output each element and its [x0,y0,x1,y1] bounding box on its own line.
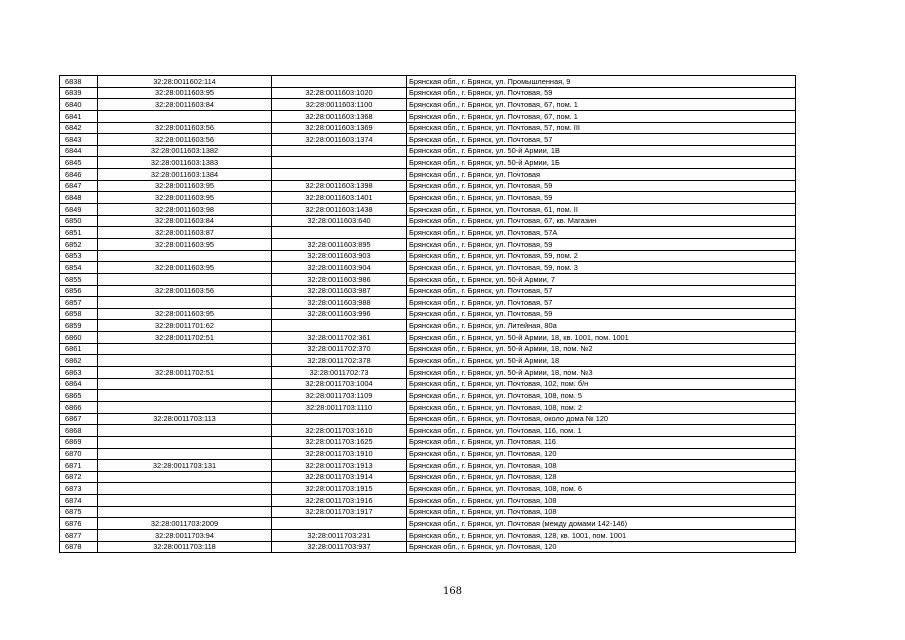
object-cadastral-number-cell: 32:28:0011703:1610 [272,425,407,437]
row-number-cell: 6839 [60,87,98,99]
cadastral-number-cell: 32:28:0011703:118 [98,541,272,553]
object-cadastral-number-cell: 32:28:0011603:987 [272,285,407,297]
cadastral-number-cell [98,297,272,309]
table-row [60,460,796,472]
cadastral-number-cell [98,495,272,507]
address-cell: Брянская обл., г. Брянск, ул. Промышленная, 9 [407,76,796,88]
cadastral-number-cell [98,355,272,367]
cadastral-number-cell: 32:28:0011603:1384 [98,169,272,181]
row-number-cell: 6850 [60,215,98,227]
table-row [60,401,796,413]
object-cadastral-number-cell: 32:28:0011702:370 [272,343,407,355]
address-cell: Брянская обл., г. Брянск, ул. Почтовая, около дома № 120 [407,413,796,425]
cadastral-number-cell: 32:28:0011703:94 [98,529,272,541]
object-cadastral-number-cell: 32:28:0011702:73 [272,367,407,379]
cadastral-number-cell: 32:28:0011703:2009 [98,518,272,530]
table-row [60,285,796,297]
cadastral-number-cell: 32:28:0011603:95 [98,262,272,274]
address-cell: Брянская обл., г. Брянск, ул. Почтовая, 59 [407,238,796,250]
object-cadastral-number-cell: 32:28:0011603:1374 [272,134,407,146]
row-number-cell: 6853 [60,250,98,262]
object-cadastral-number-cell: 32:28:0011703:1110 [272,401,407,413]
row-number-cell: 6859 [60,320,98,332]
row-number-cell: 6867 [60,413,98,425]
object-cadastral-number-cell: 32:28:0011703:1916 [272,495,407,507]
cadastral-number-cell: 32:28:0011703:113 [98,413,272,425]
table-row [60,541,796,553]
table-row [60,343,796,355]
object-cadastral-number-cell [272,320,407,332]
object-cadastral-number-cell [272,413,407,425]
table-row [60,378,796,390]
table-row [60,110,796,122]
table-row [60,355,796,367]
table-row [60,297,796,309]
cadastral-number-cell: 32:28:0011603:87 [98,227,272,239]
row-number-cell: 6872 [60,471,98,483]
row-number-cell: 6851 [60,227,98,239]
table-row [60,227,796,239]
cadastral-number-cell: 32:28:0011602:114 [98,76,272,88]
cadastral-number-cell: 32:28:0011603:95 [98,192,272,204]
row-number-cell: 6846 [60,169,98,181]
table-row [60,320,796,332]
row-number-cell: 6858 [60,308,98,320]
cadastral-number-cell [98,110,272,122]
address-cell: Брянская обл., г. Брянск, ул. Почтовая, 59 [407,192,796,204]
row-number-cell: 6877 [60,529,98,541]
object-cadastral-number-cell [272,227,407,239]
object-cadastral-number-cell: 32:28:0011603:1020 [272,87,407,99]
address-cell: Брянская обл., г. Брянск, ул. Почтовая, 128 [407,471,796,483]
cadastral-number-cell: 32:28:0011603:98 [98,204,272,216]
row-number-cell: 6854 [60,262,98,274]
row-number-cell: 6843 [60,134,98,146]
table-row [60,518,796,530]
address-cell: Брянская обл., г. Брянск, ул. Почтовая, 108, пом. 6 [407,483,796,495]
table-row [60,471,796,483]
row-number-cell: 6849 [60,204,98,216]
cadastral-number-cell [98,273,272,285]
cadastral-number-cell: 32:28:0011603:95 [98,238,272,250]
table-row [60,250,796,262]
address-cell: Брянская обл., г. Брянск, ул. Почтовая, 57 [407,297,796,309]
cadastral-number-cell [98,448,272,460]
table-row [60,145,796,157]
row-number-cell: 6870 [60,448,98,460]
row-number-cell: 6875 [60,506,98,518]
cadastral-number-cell [98,401,272,413]
cadastral-number-cell: 32:28:0011603:95 [98,308,272,320]
row-number-cell: 6856 [60,285,98,297]
table-row [60,273,796,285]
row-number-cell: 6855 [60,273,98,285]
address-cell: Брянская обл., г. Брянск, ул. Почтовая, 59, пом. 2 [407,250,796,262]
address-cell: Брянская обл., г. Брянск, ул. Почтовая, 108 [407,460,796,472]
table-row [60,192,796,204]
object-cadastral-number-cell: 32:28:0011603:903 [272,250,407,262]
table-row [60,390,796,402]
row-number-cell: 6848 [60,192,98,204]
address-cell: Брянская обл., г. Брянск, ул. Почтовая, 108 [407,495,796,507]
row-number-cell: 6864 [60,378,98,390]
address-cell: Брянская обл., г. Брянск, ул. Почтовая, 67, пом. 1 [407,110,796,122]
address-cell: Брянская обл., г. Брянск, ул. Почтовая, 57, пом. III [407,122,796,134]
table-row [60,367,796,379]
cadastral-number-cell [98,506,272,518]
row-number-cell: 6838 [60,76,98,88]
table-row [60,122,796,134]
cadastral-number-cell: 32:28:0011603:95 [98,180,272,192]
row-number-cell: 6841 [60,110,98,122]
object-cadastral-number-cell: 32:28:0011703:1109 [272,390,407,402]
row-number-cell: 6865 [60,390,98,402]
cadastral-number-cell [98,436,272,448]
table-row [60,262,796,274]
address-cell: Брянская обл., г. Брянск, ул. Почтовая, 61, пом. II [407,204,796,216]
address-cell: Брянская обл., г. Брянск, ул. 50-й Армии, 7 [407,273,796,285]
cadastral-number-cell: 32:28:0011603:1383 [98,157,272,169]
address-cell: Брянская обл., г. Брянск, ул. Почтовая, 67, кв. Магазин [407,215,796,227]
address-cell: Брянская обл., г. Брянск, ул. Почтовая, 108, пом. 5 [407,390,796,402]
cadastral-number-cell: 32:28:0011603:56 [98,134,272,146]
address-cell: Брянская обл., г. Брянск, ул. Почтовая, 59 [407,180,796,192]
cadastral-number-cell [98,425,272,437]
object-cadastral-number-cell: 32:28:0011603:996 [272,308,407,320]
address-cell: Брянская обл., г. Брянск, ул. 50-й Армии, 18, пом. №3 [407,367,796,379]
row-number-cell: 6862 [60,355,98,367]
object-cadastral-number-cell [272,157,407,169]
table-row [60,495,796,507]
address-cell: Брянская обл., г. Брянск, ул. Почтовая, 59 [407,308,796,320]
address-cell: Брянская обл., г. Брянск, ул. Почтовая, 57 [407,285,796,297]
row-number-cell: 6847 [60,180,98,192]
row-number-cell: 6868 [60,425,98,437]
cadastral-number-cell [98,390,272,402]
object-cadastral-number-cell: 32:28:0011703:937 [272,541,407,553]
address-cell: Брянская обл., г. Брянск, ул. Почтовая, 108 [407,506,796,518]
table-row [60,506,796,518]
cadastral-number-cell: 32:28:0011603:84 [98,99,272,111]
address-cell: Брянская обл., г. Брянск, ул. Литейная, 80а [407,320,796,332]
address-cell: Брянская обл., г. Брянск, ул. Почтовая, 102, пом. б/н [407,378,796,390]
registry-table [59,75,796,553]
row-number-cell: 6863 [60,367,98,379]
table-row [60,180,796,192]
table-row [60,76,796,88]
address-cell: Брянская обл., г. Брянск, ул. 50-й Армии, 1В [407,145,796,157]
cadastral-number-cell [98,250,272,262]
cadastral-number-cell: 32:28:0011603:95 [98,87,272,99]
object-cadastral-number-cell: 32:28:0011603:1438 [272,204,407,216]
cadastral-number-cell [98,378,272,390]
row-number-cell: 6861 [60,343,98,355]
row-number-cell: 6845 [60,157,98,169]
object-cadastral-number-cell: 32:28:0011603:988 [272,297,407,309]
table-row [60,215,796,227]
object-cadastral-number-cell: 32:28:0011703:1004 [272,378,407,390]
row-number-cell: 6874 [60,495,98,507]
object-cadastral-number-cell: 32:28:0011603:986 [272,273,407,285]
object-cadastral-number-cell: 32:28:0011603:895 [272,238,407,250]
cadastral-number-cell: 32:28:0011701:62 [98,320,272,332]
row-number-cell: 6871 [60,460,98,472]
address-cell: Брянская обл., г. Брянск, ул. Почтовая, 128, кв. 1001, пом. 1001 [407,529,796,541]
cadastral-number-cell: 32:28:0011603:84 [98,215,272,227]
cadastral-number-cell: 32:28:0011603:56 [98,122,272,134]
table-row [60,308,796,320]
address-cell: Брянская обл., г. Брянск, ул. Почтовая, 120 [407,541,796,553]
cadastral-number-cell: 32:28:0011702:51 [98,367,272,379]
object-cadastral-number-cell: 32:28:0011703:1910 [272,448,407,460]
table-row [60,332,796,344]
address-cell: Брянская обл., г. Брянск, ул. Почтовая, 116, пом. 1 [407,425,796,437]
table-row [60,483,796,495]
object-cadastral-number-cell: 32:28:0011703:1625 [272,436,407,448]
address-cell: Брянская обл., г. Брянск, ул. Почтовая (между домами 142-146) [407,518,796,530]
table-row [60,204,796,216]
registry-table-body [60,76,796,553]
object-cadastral-number-cell [272,518,407,530]
table-row [60,87,796,99]
address-cell: Брянская обл., г. Брянск, ул. Почтовая, 108, пом. 2 [407,401,796,413]
object-cadastral-number-cell: 32:28:0011703:231 [272,529,407,541]
object-cadastral-number-cell [272,145,407,157]
row-number-cell: 6873 [60,483,98,495]
table-row [60,99,796,111]
address-cell: Брянская обл., г. Брянск, ул. 50-й Армии, 1Б [407,157,796,169]
address-cell: Брянская обл., г. Брянск, ул. Почтовая, 57 [407,134,796,146]
table-row [60,169,796,181]
cadastral-number-cell [98,483,272,495]
object-cadastral-number-cell [272,76,407,88]
cadastral-number-cell: 32:28:0011702:51 [98,332,272,344]
object-cadastral-number-cell: 32:28:0011703:1917 [272,506,407,518]
table-row [60,134,796,146]
row-number-cell: 6857 [60,297,98,309]
object-cadastral-number-cell: 32:28:0011603:1368 [272,110,407,122]
object-cadastral-number-cell: 32:28:0011703:1915 [272,483,407,495]
object-cadastral-number-cell [272,169,407,181]
address-cell: Брянская обл., г. Брянск, ул. Почтовая, 57А [407,227,796,239]
row-number-cell: 6840 [60,99,98,111]
address-cell: Брянская обл., г. Брянск, ул. Почтовая [407,169,796,181]
object-cadastral-number-cell: 32:28:0011703:1914 [272,471,407,483]
table-row [60,157,796,169]
address-cell: Брянская обл., г. Брянск, ул. 50-й Армии, 18, пом. №2 [407,343,796,355]
cadastral-number-cell: 32:28:0011603:56 [98,285,272,297]
address-cell: Брянская обл., г. Брянск, ул. Почтовая, 59 [407,87,796,99]
table-row [60,436,796,448]
cadastral-number-cell: 32:28:0011703:131 [98,460,272,472]
address-cell: Брянская обл., г. Брянск, ул. 50-й Армии, 18 [407,355,796,367]
row-number-cell: 6860 [60,332,98,344]
cadastral-number-cell [98,343,272,355]
table-row [60,425,796,437]
row-number-cell: 6842 [60,122,98,134]
object-cadastral-number-cell: 32:28:0011603:1369 [272,122,407,134]
object-cadastral-number-cell: 32:28:0011603:904 [272,262,407,274]
table-row [60,448,796,460]
row-number-cell: 6852 [60,238,98,250]
cadastral-number-cell [98,471,272,483]
row-number-cell: 6878 [60,541,98,553]
table-row [60,413,796,425]
address-cell: Брянская обл., г. Брянск, ул. Почтовая, 67, пом. 1 [407,99,796,111]
address-cell: Брянская обл., г. Брянск, ул. 50-й Армии, 18, кв. 1001, пом. 1001 [407,332,796,344]
address-cell: Брянская обл., г. Брянск, ул. Почтовая, 116 [407,436,796,448]
object-cadastral-number-cell: 32:28:0011603:1398 [272,180,407,192]
address-cell: Брянская обл., г. Брянск, ул. Почтовая, 59, пом. 3 [407,262,796,274]
object-cadastral-number-cell: 32:28:0011603:640 [272,215,407,227]
row-number-cell: 6844 [60,145,98,157]
cadastral-number-cell: 32:28:0011603:1382 [98,145,272,157]
object-cadastral-number-cell: 32:28:0011603:1100 [272,99,407,111]
table-row [60,238,796,250]
page-number: 168 [442,586,463,597]
table-row [60,529,796,541]
row-number-cell: 6866 [60,401,98,413]
row-number-cell: 6876 [60,518,98,530]
object-cadastral-number-cell: 32:28:0011603:1401 [272,192,407,204]
address-cell: Брянская обл., г. Брянск, ул. Почтовая, 120 [407,448,796,460]
object-cadastral-number-cell: 32:28:0011702:378 [272,355,407,367]
row-number-cell: 6869 [60,436,98,448]
object-cadastral-number-cell: 32:28:0011703:1913 [272,460,407,472]
object-cadastral-number-cell: 32:28:0011702:361 [272,332,407,344]
